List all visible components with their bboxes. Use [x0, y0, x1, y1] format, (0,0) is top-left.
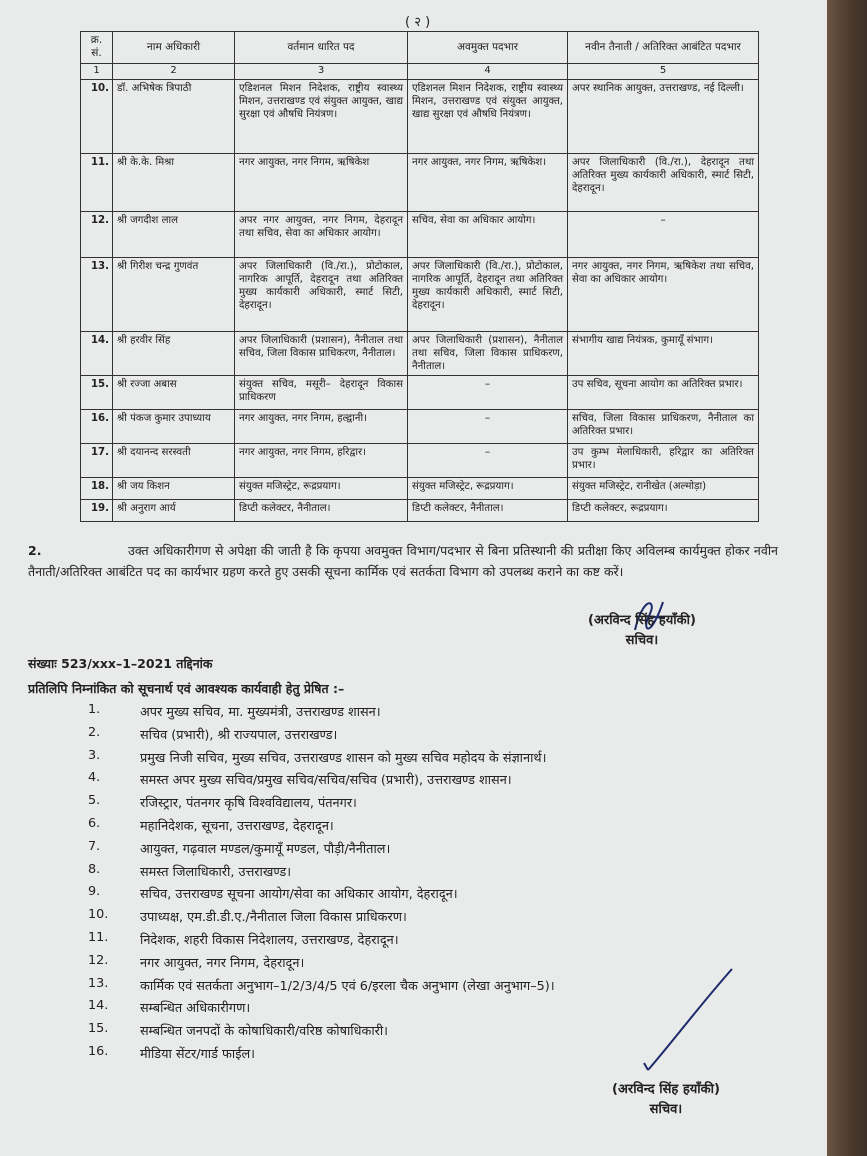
serial-cell: 10.	[81, 79, 113, 153]
list-item-text: सचिव, उत्तराखण्ड सूचना आयोग/सेवा का अधिकार आयोग, देहरादून।	[140, 887, 458, 903]
list-item-text: रजिस्ट्रार, पंतनगर कृषि विश्वविद्यालय, पंतनगर।	[140, 796, 357, 812]
new-posting-cell: सचिव, जिला विकास प्राधिकरण, नैनीताल का अतिरिक्त प्रभार।	[568, 409, 759, 443]
list-item-number: 12.	[88, 952, 109, 968]
serial-cell: 13.	[81, 257, 113, 331]
list-item-number: 16.	[88, 1044, 109, 1059]
list-item-number: 3.	[88, 747, 101, 763]
new-posting-cell: संभागीय खाद्य नियंत्रक, कुमायूँ संभाग।	[568, 331, 759, 375]
list-item-number: 5.	[88, 793, 101, 809]
signatory-designation: सचिव।	[625, 633, 659, 649]
header-current-post: वर्तमान धारित पद	[235, 32, 408, 64]
table-row	[81, 79, 759, 153]
relieved-charge-cell: अपर जिलाधिकारी (वि./रा.), प्रोटोकाल, नागरिक आपूर्ति, देहरादून तथा अतिरिक्त मुख्य कार्यकारी अधिकारी, स्मार्ट सिटी, देहरादून।	[408, 257, 568, 331]
serial-cell: 17.	[81, 443, 113, 477]
serial-cell: 19.	[81, 499, 113, 521]
new-posting-cell: उप कुम्भ मेलाधिकारी, हरिद्वार का अतिरिक्त प्रभार।	[568, 443, 759, 477]
current-post-cell: अपर नगर आयुक्त, नगर निगम, देहरादून तथा सचिव, सेवा का अधिकार आयोग।	[235, 211, 408, 257]
new-posting-cell: संयुक्त मजिस्ट्रेट, रानीखेत (अल्मोड़ा)	[568, 477, 759, 499]
serial-cell: 11.	[81, 153, 113, 211]
paragraph-number: 2.	[28, 543, 42, 558]
list-item-text: सम्बन्धित अधिकारीगण।	[140, 1001, 251, 1017]
relieved-charge-cell: –	[408, 375, 568, 409]
list-item-number: 13.	[88, 975, 109, 991]
col-number: 1	[81, 63, 113, 79]
new-posting-cell: डिप्टी कलेक्टर, रूद्रप्रयाग।	[568, 499, 759, 521]
serial-cell: 16.	[81, 409, 113, 443]
signature-mark	[640, 965, 740, 1075]
list-item-text: समस्त जिलाधिकारी, उत्तराखण्ड।	[140, 864, 292, 880]
list-item-number: 10.	[88, 907, 109, 923]
current-post-cell: नगर आयुक्त, नगर निगम, हरिद्वार।	[235, 443, 408, 477]
list-item-number: 7.	[88, 838, 101, 854]
current-post-cell: नगर आयुक्त, नगर निगम, हल्द्वानी।	[235, 409, 408, 443]
signatory-designation: सचिव।	[649, 1102, 683, 1118]
header-serial: क्र. सं.	[81, 32, 113, 64]
relieved-charge-cell: –	[408, 443, 568, 477]
serial-cell: 12.	[81, 211, 113, 257]
list-item-text: प्रमुख निजी सचिव, मुख्य सचिव, उत्तराखण्ड शासन को मुख्य सचिव महोदय के संज्ञानार्थ।	[140, 750, 547, 766]
table-row	[81, 443, 759, 477]
relieved-charge-cell: अपर जिलाधिकारी (प्रशासन), नैनीताल तथा सचिव, जिला विकास प्राधिकरण, नैनीताल।	[408, 331, 568, 375]
list-item-number: 4.	[88, 770, 101, 786]
officer-name-cell: श्री जगदीश लाल	[113, 211, 235, 257]
officer-name-cell: श्री पंकज कुमार उपाध्याय	[113, 409, 235, 443]
list-item-number: 14.	[88, 998, 109, 1014]
list-item-text: महानिदेशक, सूचना, उत्तराखण्ड, देहरादून।	[140, 819, 334, 834]
new-posting-cell: उप सचिव, सूचना आयोग का अतिरिक्त प्रभार।	[568, 375, 759, 409]
table-row	[81, 375, 759, 409]
officer-name-cell: श्री जय किशन	[113, 477, 235, 499]
list-item-number: 1.	[88, 702, 101, 717]
new-posting-cell: नगर आयुक्त, नगर निगम, ऋषिकेश तथा सचिव, सेवा का अधिकार आयोग।	[568, 257, 759, 331]
page-number: ( २ )	[405, 15, 431, 30]
table-row	[81, 153, 759, 211]
relieved-charge-cell: संयुक्त मजिस्ट्रेट, रूद्रप्रयाग।	[408, 477, 568, 499]
signatory-name: (अरविन्द सिंह हयाँकी)	[612, 1082, 720, 1097]
header-new-posting: नवीन तैनाती / अतिरिक्त आबंटित पदभार	[568, 32, 759, 64]
column-number-row	[81, 63, 759, 79]
serial-cell: 14.	[81, 331, 113, 375]
list-item-text: निदेशक, शहरी विकास निदेशालय, उत्तराखण्ड, देहरादून।	[140, 933, 399, 948]
table-row	[81, 499, 759, 521]
current-post-cell: अपर जिलाधिकारी (वि./रा.), प्रोटोकाल, नागरिक आपूर्ति, देहरादून तथा अतिरिक्त मुख्य कार्यकारी अधिकारी, स्मार्ट सिटी, देहरादून।	[235, 257, 408, 331]
paragraph-text: उक्त अधिकारीगण से अपेक्षा की जाती है कि कृपया अवमुक्त विभाग/पदभार से बिना प्रतिस्थानी की प्रतीक्षा किए अविलम्ब कार्यमुक्त होकर नवीन तैनाती/अतिरिक्त आबंटित पद का कार्यभार ग्रहण करते हुए उसकी सूचना कार्मिक एवं सतर्कता विभाग को उपलब्ध कराने का कष्ट करें।	[28, 543, 778, 579]
table-header-row	[81, 32, 759, 64]
table-row	[81, 409, 759, 443]
table-row	[81, 477, 759, 499]
list-item-text: उपाध्यक्ष, एम.डी.डी.ए./नैनीताल जिला विकास प्राधिकरण।	[140, 910, 407, 926]
list-item-text: अपर मुख्य सचिव, मा. मुख्यमंत्री, उत्तराखण्ड शासन।	[140, 705, 381, 720]
officer-name-cell: श्री हरवीर सिंह	[113, 331, 235, 375]
list-item-number: 2.	[88, 724, 101, 740]
new-posting-cell: अपर जिलाधिकारी (वि./रा.), देहरादून तथा अतिरिक्त मुख्य कार्यकारी अधिकारी, स्मार्ट सिटी, देहरादून।	[568, 153, 759, 211]
signatory-name: (अरविन्द सिंह हयाँकी)	[588, 613, 696, 628]
list-item-number: 15.	[88, 1021, 109, 1037]
col-number: 5	[568, 63, 759, 79]
current-post-cell: अपर जिलाधिकारी (प्रशासन), नैनीताल तथा सचिव, जिला विकास प्राधिकरण, नैनीताल।	[235, 331, 408, 375]
relieved-charge-cell: नगर आयुक्त, नगर निगम, ऋषिकेश।	[408, 153, 568, 211]
serial-cell: 18.	[81, 477, 113, 499]
table-row	[81, 331, 759, 375]
col-number: 3	[235, 63, 408, 79]
current-post-cell: संयुक्त मजिस्ट्रेट, रूद्रप्रयाग।	[235, 477, 408, 499]
list-item-text: सम्बन्धित जनपदों के कोषाधिकारी/वरिष्ठ कोषाधिकारी।	[140, 1024, 389, 1040]
col-number: 2	[113, 63, 235, 79]
current-post-cell: डिप्टी कलेक्टर, नैनीताल।	[235, 499, 408, 521]
officer-name-cell: श्री अनुराग आर्य	[113, 499, 235, 521]
list-item-text: नगर आयुक्त, नगर निगम, देहरादून।	[140, 955, 305, 971]
list-item-text: कार्मिक एवं सतर्कता अनुभाग–1/2/3/4/5 एवं 6/इरला चैक अनुभाग (लेखा अनुभाग–5)।	[140, 978, 555, 994]
officer-name-cell: डॉ. अभिषेक त्रिपाठी	[113, 79, 235, 153]
list-item-text: सचिव (प्रभारी), श्री राज्यपाल, उत्तराखण्ड।	[140, 727, 338, 743]
list-item-number: 8.	[88, 861, 101, 877]
list-item-number: 11.	[88, 930, 109, 945]
officer-name-cell: श्री के.के. मिश्रा	[113, 153, 235, 211]
relieved-charge-cell: एडिशनल मिशन निदेशक, राष्ट्रीय स्वास्थ्य मिशन, उत्तराखण्ड एवं संयुक्त आयुक्त, खाद्य सुरक्षा एवं औषधि नियंत्रण।	[408, 79, 568, 153]
current-post-cell: एडिशनल मिशन निदेशक, राष्ट्रीय स्वास्थ्य मिशन, उत्तराखण्ड एवं संयुक्त आयुक्त, खाद्य सुरक्षा एवं औषधि नियंत्रण।	[235, 79, 408, 153]
list-item-text: समस्त अपर मुख्य सचिव/प्रमुख सचिव/सचिव/सचिव (प्रभारी), उत्तराखण्ड शासन।	[140, 773, 512, 789]
list-item-text: आयुक्त, गढ़वाल मण्डल/कुमायूँ मण्डल, पौड़ी/नैनीताल।	[140, 841, 391, 857]
col-number: 4	[408, 63, 568, 79]
current-post-cell: संयुक्त सचिव, मसूरी– देहरादून विकास प्राधिकरण	[235, 375, 408, 409]
list-item-number: 9.	[88, 884, 101, 900]
list-item-number: 6.	[88, 816, 101, 831]
signature-block-top	[588, 611, 696, 651]
table-row	[81, 211, 759, 257]
header-officer-name: नाम अधिकारी	[113, 32, 235, 64]
officer-name-cell: श्री रज्जा अबास	[113, 375, 235, 409]
signature-block-bottom	[612, 1080, 720, 1120]
officer-name-cell: श्री दयानन्द सरस्वती	[113, 443, 235, 477]
current-post-cell: नगर आयुक्त, नगर निगम, ऋषिकेश	[235, 153, 408, 211]
new-posting-cell: अपर स्थानिक आयुक्त, उत्तराखण्ड, नई दिल्ली।	[568, 79, 759, 153]
officer-name-cell: श्री गिरीश चन्द्र गुणवंत	[113, 257, 235, 331]
relieved-charge-cell: –	[408, 409, 568, 443]
serial-cell: 15.	[81, 375, 113, 409]
table-row	[81, 257, 759, 331]
desk-background	[827, 0, 867, 1156]
header-relieved-charge: अवमुक्त पदभार	[408, 32, 568, 64]
relieved-charge-cell: सचिव, सेवा का अधिकार आयोग।	[408, 211, 568, 257]
officer-transfer-table	[80, 31, 759, 522]
new-posting-cell: –	[568, 211, 759, 257]
relieved-charge-cell: डिप्टी कलेक्टर, नैनीताल।	[408, 499, 568, 521]
instruction-paragraph	[28, 541, 778, 582]
reference-number: संख्याः 523/xxx–1–2021 तद्दिनांक	[28, 656, 213, 671]
copy-to-intro: प्रतिलिपि निम्नांकित को सूचनार्थ एवं आवश्यक कार्यवाही हेतु प्रेषित :–	[28, 681, 345, 696]
list-item-text: मीडिया सेंटर/गार्ड फाईल।	[140, 1047, 256, 1062]
